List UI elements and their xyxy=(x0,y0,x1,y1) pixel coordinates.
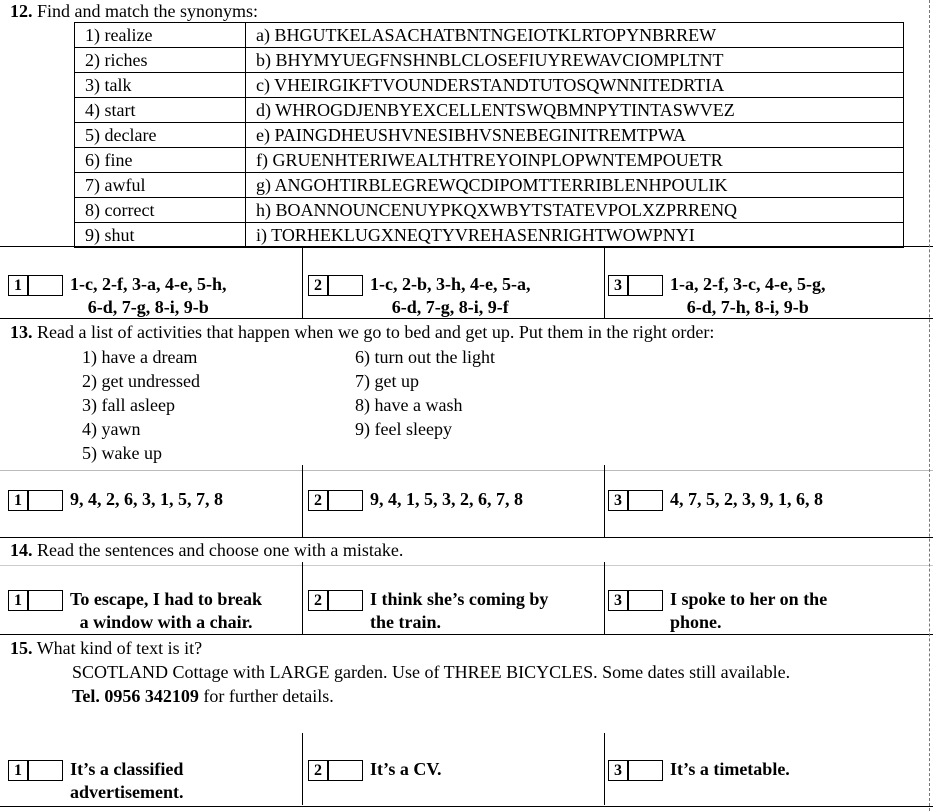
word-cell: 2) riches xyxy=(75,48,246,73)
answer-line-1: 9, 4, 2, 6, 3, 1, 5, 7, 8 xyxy=(70,489,223,509)
letters-cell: i) TORHEKLUGXNEQTYVREHASENRIGHTWOWPNYI xyxy=(246,223,904,248)
table-row xyxy=(75,173,904,198)
divider xyxy=(302,562,303,634)
option-answer xyxy=(670,488,823,511)
list-item: 8) have a wash xyxy=(355,395,463,415)
divider xyxy=(0,470,933,471)
option-answer xyxy=(70,273,226,319)
option-answer xyxy=(370,758,442,781)
answer-line-2: phone. xyxy=(670,612,722,632)
q12-heading xyxy=(10,0,258,22)
answer-checkbox[interactable] xyxy=(28,490,63,511)
option-answer xyxy=(370,488,523,511)
q13-heading xyxy=(10,321,714,343)
q12-instruction: Find and match the synonyms: xyxy=(37,1,258,21)
q13-number: 13. xyxy=(10,322,33,342)
answer-checkbox[interactable] xyxy=(628,590,663,611)
table-row xyxy=(75,223,904,248)
divider xyxy=(604,465,605,537)
option-number: 3 xyxy=(608,275,628,296)
q15-instruction: What kind of text is it? xyxy=(36,638,203,658)
list-item: 3) fall asleep xyxy=(82,395,175,415)
table-row xyxy=(75,198,904,223)
answer-line-1: I spoke to her on the xyxy=(670,589,828,609)
option-number: 1 xyxy=(8,490,28,511)
option-answer xyxy=(670,588,827,634)
divider xyxy=(0,806,933,807)
answer-line-2: advertisement. xyxy=(70,782,184,802)
answer-line-2: 6-d, 7-h, 8-i, 9-b xyxy=(686,297,809,317)
option-number: 2 xyxy=(308,490,328,511)
option-answer xyxy=(70,588,262,634)
letters-cell: b) BHYMYUEGFNSHNBLCLOSEFIUYREWAVCIOMPLTNT xyxy=(246,48,904,73)
divider xyxy=(0,565,933,566)
ad-text: SCOTLAND Cottage with LARGE garden. Use of THREE BICYCLES. Some dates still available. xyxy=(72,662,791,682)
option-number: 3 xyxy=(608,760,628,781)
answer-line-1: 1-c, 2-f, 3-a, 4-e, 5-h, xyxy=(70,274,227,294)
q15-heading xyxy=(10,637,202,659)
divider xyxy=(0,246,933,247)
answer-line-2: the train. xyxy=(370,612,441,632)
option-number: 1 xyxy=(8,590,28,611)
answer-line-1: 9, 4, 1, 5, 3, 2, 6, 7, 8 xyxy=(370,489,523,509)
option-number: 3 xyxy=(608,590,628,611)
q13-instruction: Read a list of activities that happen when we go to bed and get up. Put them in the right order: xyxy=(37,322,715,342)
option-number: 2 xyxy=(308,760,328,781)
letters-cell: h) BOANNOUNCENUYPKQXWBYTSTATEVPOLXZPRRENQ xyxy=(246,198,904,223)
answer-line-1: I think she’s coming by xyxy=(370,589,549,609)
q15-number: 15. xyxy=(10,638,33,658)
word-cell: 5) declare xyxy=(75,123,246,148)
list-item: 1) have a dream xyxy=(82,347,198,367)
answer-line-1: It’s a CV. xyxy=(370,759,442,779)
synonym-table xyxy=(74,22,904,248)
list-item: 2) get undressed xyxy=(82,371,200,391)
answer-checkbox[interactable] xyxy=(628,490,663,511)
table-row xyxy=(75,23,904,48)
letters-cell: a) BHGUTKELASACHATBNTNGEIOTKLRTOPYNBRREW xyxy=(246,23,904,48)
ad-phone: Tel. 0956 342109 xyxy=(72,686,199,706)
divider xyxy=(302,733,303,805)
ad-tail: for further details. xyxy=(198,686,334,706)
list-item: 4) yawn xyxy=(82,419,141,439)
word-cell: 4) start xyxy=(75,98,246,123)
word-cell: 1) realize xyxy=(75,23,246,48)
option-answer xyxy=(670,758,790,781)
q12-number: 12. xyxy=(10,1,33,21)
answer-checkbox[interactable] xyxy=(28,590,63,611)
list-item: 7) get up xyxy=(355,371,419,391)
word-cell: 6) fine xyxy=(75,148,246,173)
divider xyxy=(604,562,605,634)
divider xyxy=(302,465,303,537)
answer-checkbox[interactable] xyxy=(628,275,663,296)
word-cell: 3) talk xyxy=(75,73,246,98)
answer-line-2: 6-d, 7-g, 8-i, 9-b xyxy=(87,297,209,317)
answer-line-2: a window with a chair. xyxy=(79,612,253,632)
ad-contact xyxy=(72,685,334,707)
answer-line-1: 1-c, 2-b, 3-h, 4-e, 5-a, xyxy=(370,274,531,294)
letters-cell: g) ANGOHTIRBLEGREWQCDIPOMTTERRIBLENHPOULIK xyxy=(246,173,904,198)
letters-cell: c) VHEIRGIKFTVOUNDERSTANDTUTOSQWNNITEDRTIA xyxy=(246,73,904,98)
option-number: 1 xyxy=(8,275,28,296)
divider xyxy=(604,246,605,318)
answer-line-2: 6-d, 7-g, 8-i, 9-f xyxy=(391,297,509,317)
list-item: 9) feel sleepy xyxy=(355,419,452,439)
answer-line-1: To escape, I had to break xyxy=(70,589,263,609)
answer-checkbox[interactable] xyxy=(328,490,363,511)
word-cell: 9) shut xyxy=(75,223,246,248)
q14-heading xyxy=(10,539,403,561)
option-number: 1 xyxy=(8,760,28,781)
divider xyxy=(0,318,933,319)
option-answer xyxy=(370,273,530,319)
q14-instruction: Read the sentences and choose one with a mistake. xyxy=(37,540,404,560)
answer-line-1: 1-a, 2-f, 3-c, 4-e, 5-g, xyxy=(670,274,826,294)
answer-checkbox[interactable] xyxy=(28,760,63,781)
word-cell: 8) correct xyxy=(75,198,246,223)
answer-checkbox[interactable] xyxy=(328,275,363,296)
letters-cell: f) GRUENHTERIWEALTHTREYOINPLOPWNTEMPOUETR xyxy=(246,148,904,173)
divider xyxy=(302,246,303,318)
option-answer xyxy=(70,758,183,804)
divider xyxy=(0,634,933,635)
q14-number: 14. xyxy=(10,540,33,560)
table-row xyxy=(75,123,904,148)
option-number: 2 xyxy=(308,590,328,611)
list-item: 5) wake up xyxy=(82,443,162,463)
option-number: 3 xyxy=(608,490,628,511)
table-row xyxy=(75,73,904,98)
answer-checkbox[interactable] xyxy=(328,760,363,781)
word-cell: 7) awful xyxy=(75,173,246,198)
divider xyxy=(0,537,933,538)
answer-line-1: It’s a classified xyxy=(70,759,184,779)
page-edge xyxy=(929,0,930,811)
option-answer xyxy=(670,273,825,319)
option-number: 2 xyxy=(308,275,328,296)
answer-checkbox[interactable] xyxy=(628,760,663,781)
list-item: 6) turn out the light xyxy=(355,347,495,367)
letters-cell: e) PAINGDHEUSHVNESIBHVSNEBEGINITREMTPWA xyxy=(246,123,904,148)
answer-line-1: 4, 7, 5, 2, 3, 9, 1, 6, 8 xyxy=(670,489,823,509)
letters-cell: d) WHROGDJENBYEXCELLENTSWQBMNPYTINTASWVEZ xyxy=(246,98,904,123)
divider xyxy=(604,733,605,805)
answer-line-1: It’s a timetable. xyxy=(670,759,790,779)
answer-checkbox[interactable] xyxy=(328,590,363,611)
table-row xyxy=(75,148,904,173)
option-answer xyxy=(370,588,548,634)
option-answer xyxy=(70,488,223,511)
table-row xyxy=(75,48,904,73)
table-row xyxy=(75,98,904,123)
answer-checkbox[interactable] xyxy=(28,275,63,296)
